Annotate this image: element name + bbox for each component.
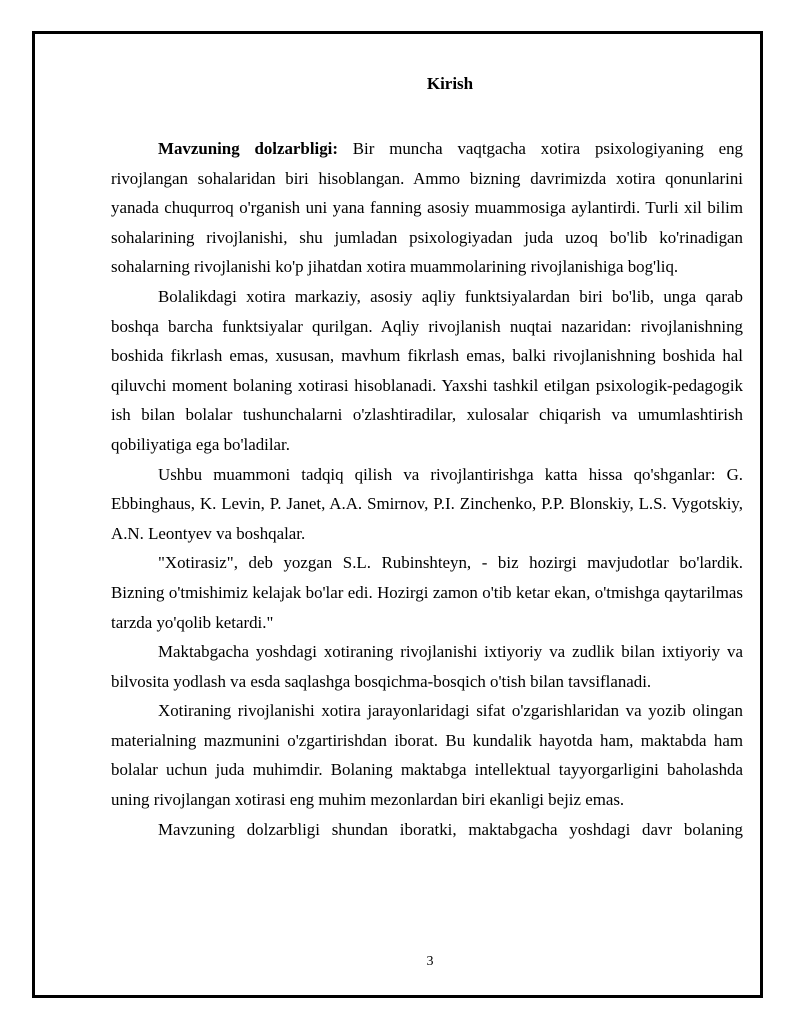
paragraph: Bolalikdagi xotira markaziy, asosiy aqliy funktsiyalardan biri bo'lib, unga qarab boshqa barcha funktsiyalar qurilgan. Aqliy rivojlanish nuqtai nazaridan: rivojlanishning boshida fikrlash emas, xususan, mavhum fikrlash emas, balki rivojlanishning boshida hal qiluvchi moment bolaning xotirasi hisoblanadi. Yaxshi tashkil etilgan psixologik-pedagogik ish bilan bolalar tushunchalarni o'zlashtiradilar, xulosalar chiqarish va umumlashtirish qobiliyatiga ega bo'ladilar. <box>111 286 743 454</box>
body-text <box>111 134 743 844</box>
paragraph <box>111 134 743 282</box>
paragraph: Maktabgacha yoshdagi xotiraning rivojlanishi ixtiyoriy va zudlik bilan ixtiyoriy va bilvosita yodlash va esda saqlashga bosqichma-bosqich o'tish bilan tavsiflanadi. <box>111 642 743 691</box>
page-number: 3 <box>426 954 434 969</box>
paragraph: Mavzuning dolzarbligi shundan iboratki, maktabgacha yoshdagi davr bolaning <box>158 819 743 839</box>
paragraph: Xotiraning rivojlanishi xotira jarayonlaridagi sifat o'zgarishlaridan va yozib olingan materialning mazmunini o'zgartirishdan iborat. Bu kundalik hayotda ham, maktabda ham bolalar uchun juda muhimdir. Bolaning maktabga intellektual tayyorgarligini baholashda uning rivojlangan xotirasi eng muhim mezonlardan biri ekanligi bejiz emas. <box>111 701 743 810</box>
paragraph-text: Bir muncha vaqtgacha xotira psixologiyaning eng rivojlangan sohalaridan biri hisoblangan. Ammo bizning davrimizda xotira qonunlarini yanada chuqurroq o'rganish uni yana fanning asosiy muammosiga aylantirdi. Turli xil bilim sohalarining rivojlanishi, shu jumladan psixologiyadan juda uzoq bo'lib ko'rinadigan sohalarning rivojlanishi ko'p jihatdan xotira muammolarining rivojlanishiga bog'liq. <box>111 139 744 277</box>
section-heading: Kirish <box>426 74 474 93</box>
lead-label: Mavzuning dolzarbligi: <box>158 139 338 158</box>
paragraph: "Xotirasiz", deb yozgan S.L. Rubinshteyn, - biz hozirgi mavjudotlar bo'lardik. Bizning o'tmishimiz kelajak bo'lar edi. Hozirgi zamon o'tib ketar ekan, o'tmishga qaytarilmas tarzda yo'qolib ketardi." <box>111 553 743 632</box>
paragraph: Ushbu muammoni tadqiq qilish va rivojlantirishga katta hissa qo'shganlar: G. Ebbinghaus, K. Levin, P. Janet, A.A. Smirnov, P.I. Zinchenko, P.P. Blonskiy, L.S. Vygotskiy, A.N. Leontyev va boshqalar. <box>111 464 743 543</box>
